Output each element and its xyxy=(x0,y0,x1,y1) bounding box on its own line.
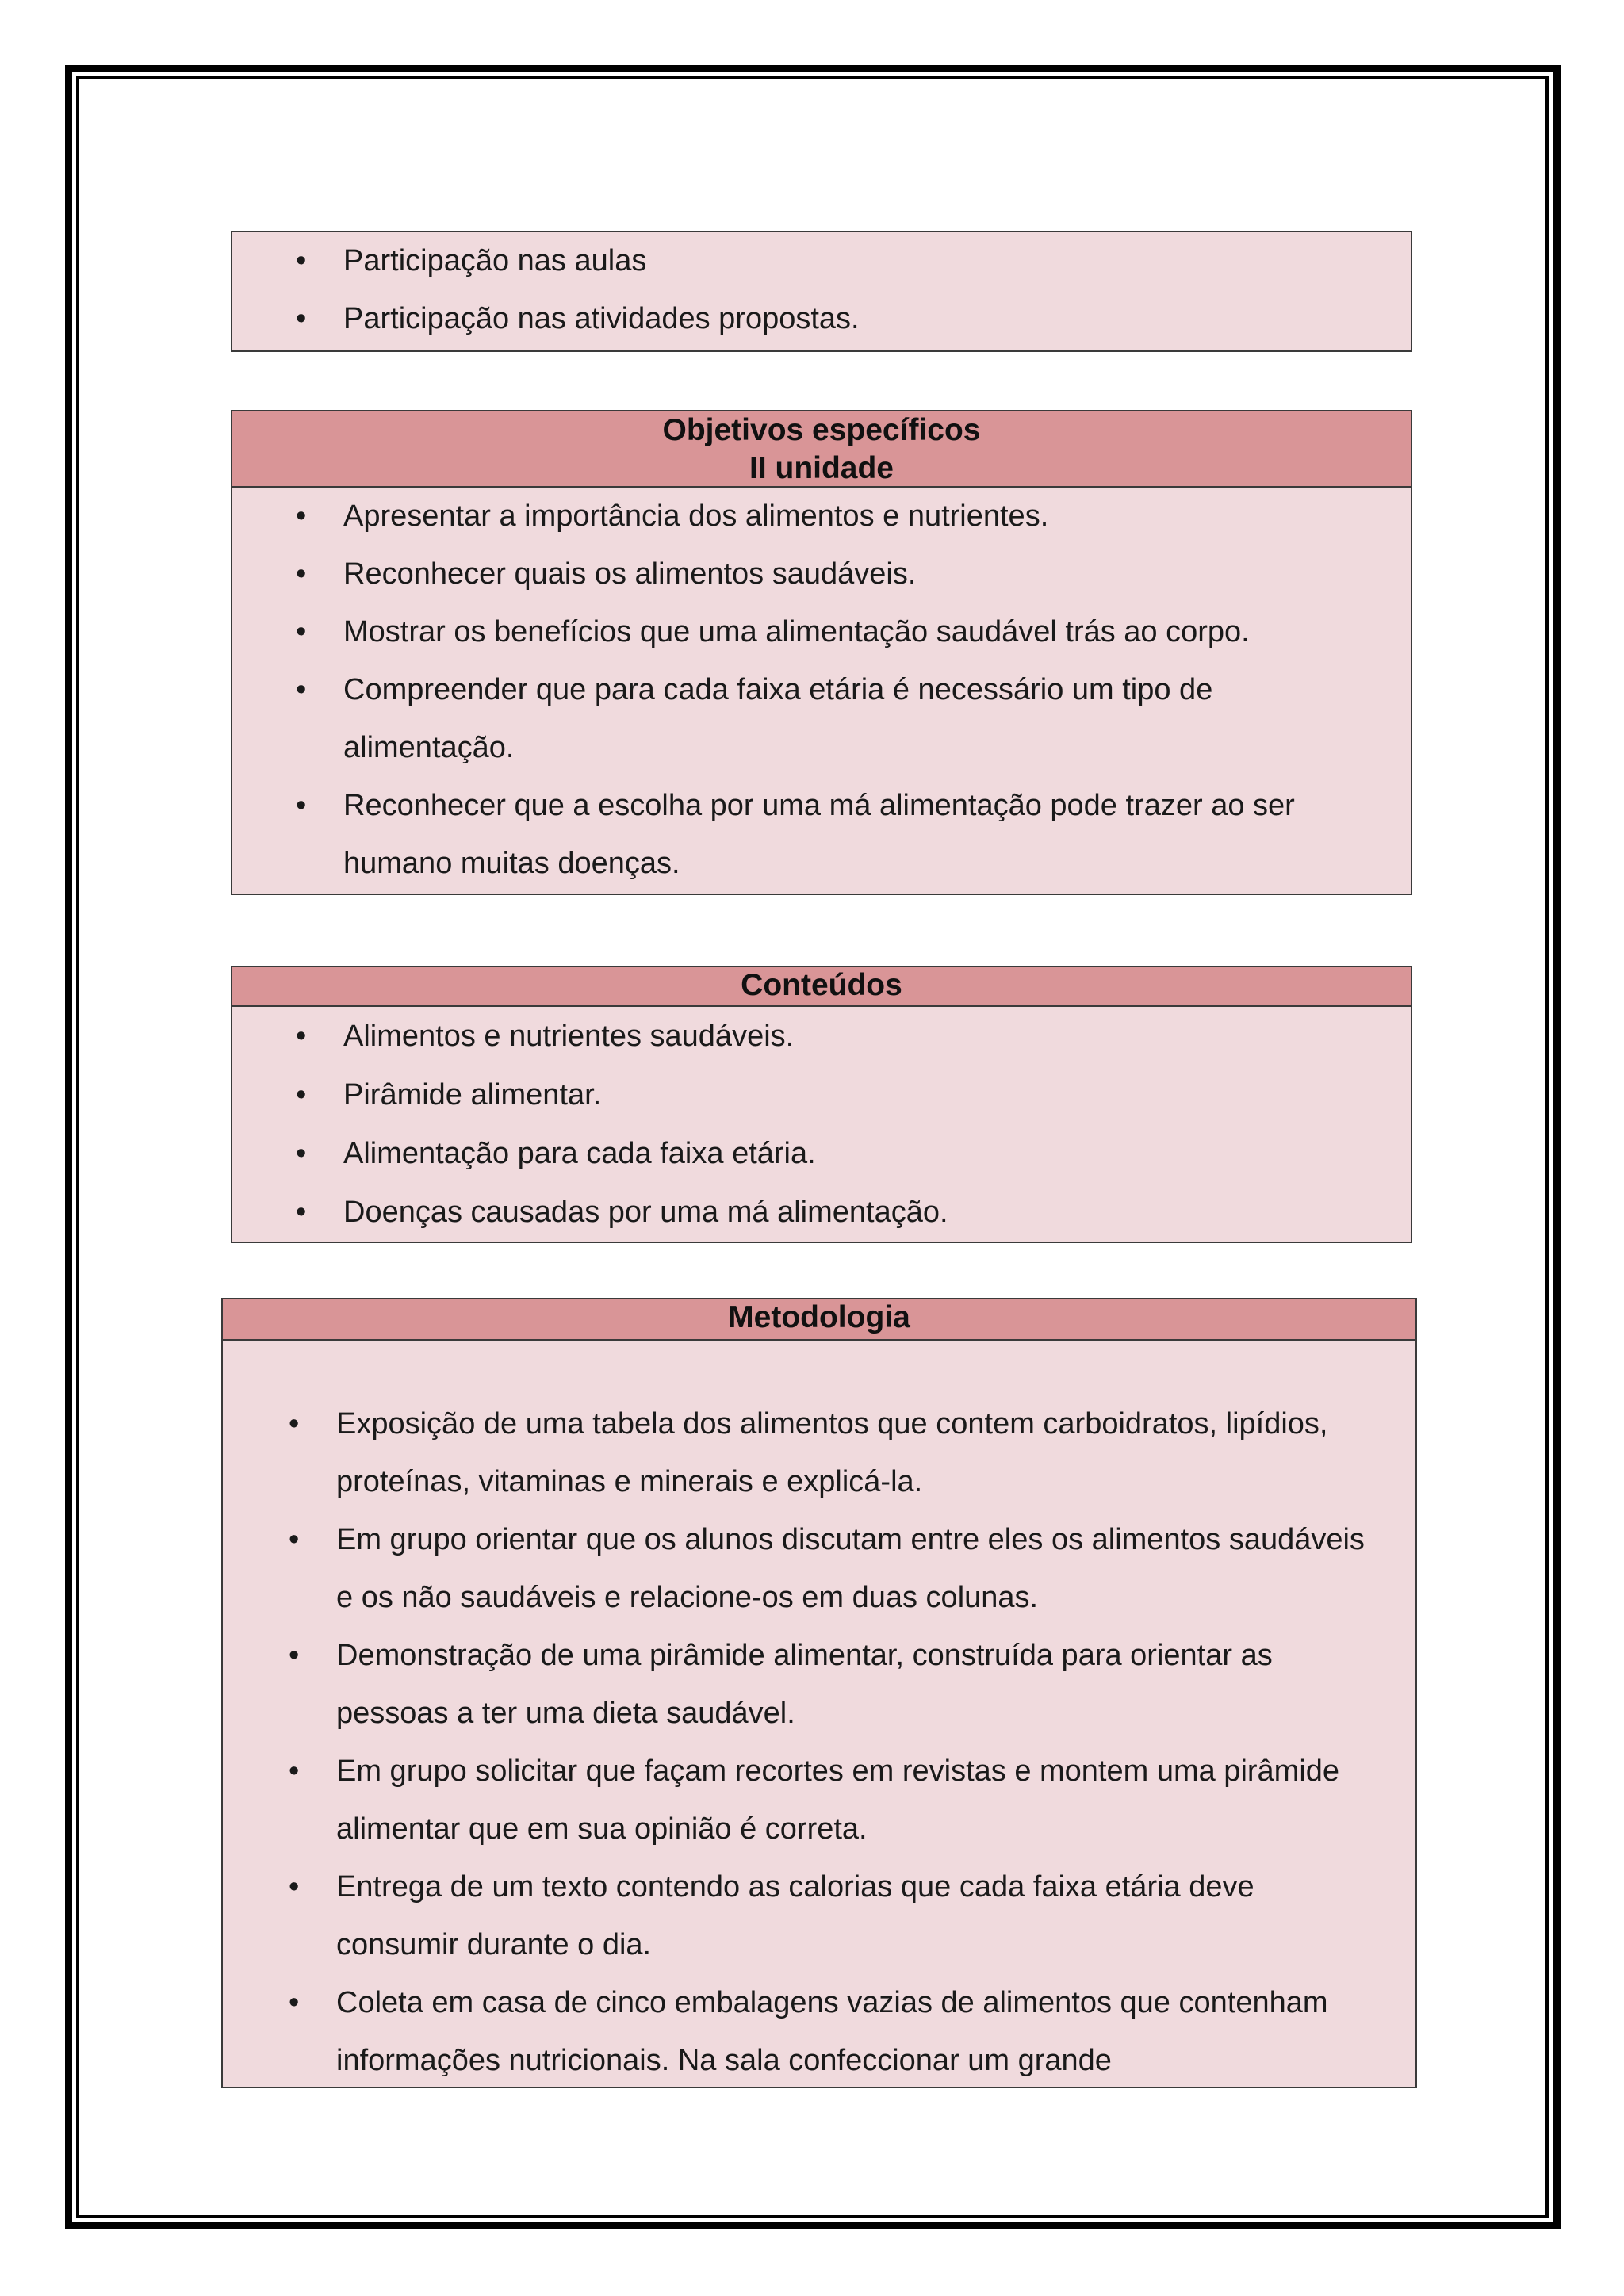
list-item: • Coleta em casa de cinco embalagens vazias de alimentos que contenham informações nutricionais. Na sala confeccionar um grande xyxy=(223,1974,1415,2090)
objectives-box xyxy=(231,410,1412,895)
list-item: • Alimentos e nutrientes saudáveis. xyxy=(232,1007,1411,1066)
contents-box xyxy=(231,966,1412,1243)
contents-list xyxy=(232,1007,1411,1242)
list-item: • Alimentação para cada faixa etária. xyxy=(232,1124,1411,1183)
list-item: • Reconhecer que a escolha por uma má alimentação pode trazer ao ser humano muitas doenças. xyxy=(232,777,1411,893)
objectives-header xyxy=(232,411,1411,488)
list-item: • Demonstração de uma pirâmide alimentar, construída para orientar as pessoas a ter uma dieta saudável. xyxy=(223,1627,1415,1743)
objectives-list xyxy=(232,488,1411,893)
list-item: • Apresentar a importância dos alimentos e nutrientes. xyxy=(232,488,1411,545)
list-item: • Participação nas aulas xyxy=(232,232,1411,290)
list-item: • Reconhecer quais os alimentos saudáveis. xyxy=(232,545,1411,603)
contents-header: Conteúdos xyxy=(232,967,1411,1007)
participation-box xyxy=(231,231,1412,352)
list-item: • Em grupo orientar que os alunos discutam entre eles os alimentos saudáveis e os não saudáveis e relacione-os em duas colunas. xyxy=(223,1511,1415,1627)
methodology-header: Metodologia xyxy=(223,1299,1415,1341)
list-item: • Entrega de um texto contendo as calorias que cada faixa etária deve consumir durante o dia. xyxy=(223,1858,1415,1974)
list-item: • Compreender que para cada faixa etária é necessário um tipo de alimentação. xyxy=(232,661,1411,777)
list-item: • Doenças causadas por uma má alimentação. xyxy=(232,1183,1411,1242)
list-item: • Pirâmide alimentar. xyxy=(232,1066,1411,1124)
participation-list xyxy=(232,232,1411,348)
list-item: • Exposição de uma tabela dos alimentos que contem carboidratos, lipídios, proteínas, vitaminas e minerais e explicá-la. xyxy=(223,1395,1415,1511)
objectives-subtitle: II unidade xyxy=(749,451,894,485)
list-item: • Mostrar os benefícios que uma alimentação saudável trás ao corpo. xyxy=(232,603,1411,661)
objectives-title: Objetivos específicos xyxy=(662,413,981,447)
methodology-box xyxy=(221,1298,1417,2088)
list-item: • Em grupo solicitar que façam recortes em revistas e montem uma pirâmide alimentar que em sua opinião é correta. xyxy=(223,1743,1415,1858)
methodology-list xyxy=(223,1341,1415,2090)
list-item: • Participação nas atividades propostas. xyxy=(232,290,1411,348)
